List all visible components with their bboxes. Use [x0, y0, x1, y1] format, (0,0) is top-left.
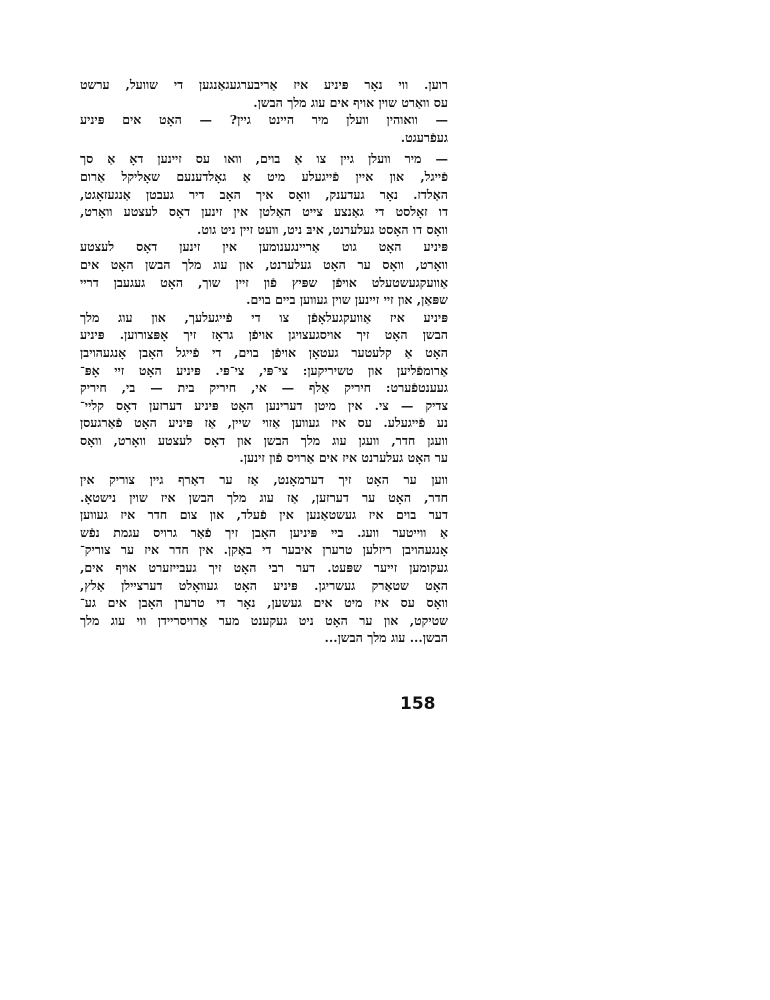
text-line: וועגן חדר, וועגן עוג מלך הבשן און דאָס לעצטע וואָרט, וואָס — [80, 432, 448, 448]
yiddish-text-column — [80, 76, 448, 647]
text-line: האָט אַ קלעטער געטאָן אויפֿן בוים, די פֿייגל האָבן אָנגעהויבן — [80, 344, 448, 360]
paragraph-6 — [80, 471, 448, 647]
paragraph-2 — [80, 111, 448, 146]
text-line: געפֿרעגט. — [400, 129, 448, 145]
text-line: געענטפֿערט: חיריק אַלף — אי, חיריק בית — בי, חיריק — [80, 380, 448, 396]
text-line: רוען. ווי נאָר פּיניע איז אַריבערגעגאַנגען די שוועל, ערשט — [80, 77, 448, 92]
text-line: געקומען זייער שפּעט. דער רבי האָט זיך געבייזערט אויף אים, — [80, 560, 448, 576]
text-line: אַוועקגעשטעלט אויפֿן שפּיץ פֿון זיין שוך, האָט געגעבן דריי — [80, 274, 448, 290]
text-line: שפּאַן, און זיי זיינען שוין געווען ביים בוים. — [246, 292, 448, 308]
page-number: 158 — [400, 694, 436, 714]
text-line: שטיקט, און ער האָט ניט געקענט מער אַרויסריידן ווי עוג מלך — [80, 612, 448, 628]
text-line: דער בוים איז געשטאַנען אין פֿעלד, און צום חדר איז געווען — [80, 507, 448, 523]
text-line: פֿייגל, און איין פֿייגעלע מיט אַ גאָלדענעם שאָליקל אַרום — [80, 168, 448, 184]
text-line: חדר, האָט ער דערזען, אַז עוג מלך הבשן איז שוין נישטאָ. — [80, 489, 448, 505]
text-line: אַ ווייטער וועג. ביי פּיניען האָבן זיך פֿאַר גרויס עגמת נפֿש — [80, 524, 448, 540]
paragraph-5 — [80, 309, 448, 467]
text-line: דו זאָלסט די גאַנצע צייט האַלטן אין זינען דאָס לעצטע וואָרט, — [80, 204, 448, 220]
text-line: — מיר וועלן גיין צו אַ בוים, וואו עס זיינען דאָ אַ סך — [80, 151, 448, 167]
text-line: האָט שטאַרק געשריגן. פּיניע האָט געוואָלט דערציילן אַלץ, — [80, 577, 448, 593]
paragraph-4 — [80, 238, 448, 308]
text-line: פּיניע איז אַוועקגעלאָפֿן צו די פֿייגעלעך, און עוג מלך — [80, 309, 448, 325]
text-line: צדיק — צי. אין מיטן דערינען האָט פּיניע דערזען דאָס קליי־ — [80, 397, 448, 413]
text-line: הבשן האָט זיך אויסגעצויגן אויפֿן גראָז זיך אָפּצורוען. פּיניע — [80, 327, 448, 343]
text-line: אָנגעהויבן ריזלען טרערן איבער די באַקן. אין חדר איז ער צוריק־ — [80, 542, 448, 558]
text-line: אַרומפֿליען און טשיריקען: צי־פּי, צי־פּי. פּיניע האָט זיי אָפּ־ — [80, 362, 448, 378]
text-line: — וואוהין וועלן מיר היינט גיין? — האָט אים פּיניע — [80, 112, 448, 128]
paragraph-3 — [80, 150, 448, 238]
text-line: האַלדז. נאָר געדענק, וואָס איך האָב דיר געבטן אַנגעזאָגט, — [80, 186, 448, 202]
text-line: הבשן... עוג מלך הבשן... — [324, 630, 448, 646]
text-line: ער האָט געלערנט איז אים אַרויס פֿון זינען. — [239, 450, 448, 466]
text-line: וואָרט, וואָס ער האָט געלערנט, און עוג מלך הבשן האָט אים — [80, 256, 448, 272]
text-line: ווען ער האָט זיך דערמאָנט, אַז ער דאַרף גיין צוריק אין — [80, 472, 448, 488]
paragraph-1 — [80, 76, 448, 111]
text-line: וואָס עס איז מיט אים געשען, נאָר די טרערן האָבן אים גע־ — [80, 595, 448, 611]
text-line: עס וואַרט שוין אויף אים עוג מלך הבשן. — [253, 94, 448, 110]
text-line: פּיניע האָט גוט אַריינגענומען אין זינען דאָס לעצטע — [80, 239, 448, 255]
text-line: וואָס דו האָסט געלערנט, איבּ ניט, וועט זיין ניט גוט. — [197, 221, 448, 237]
text-line: נע פֿייגעלע. עס איז געווען אַזוי שיין, אַז פּיניע האָט פֿאַרגעסן — [80, 415, 448, 431]
